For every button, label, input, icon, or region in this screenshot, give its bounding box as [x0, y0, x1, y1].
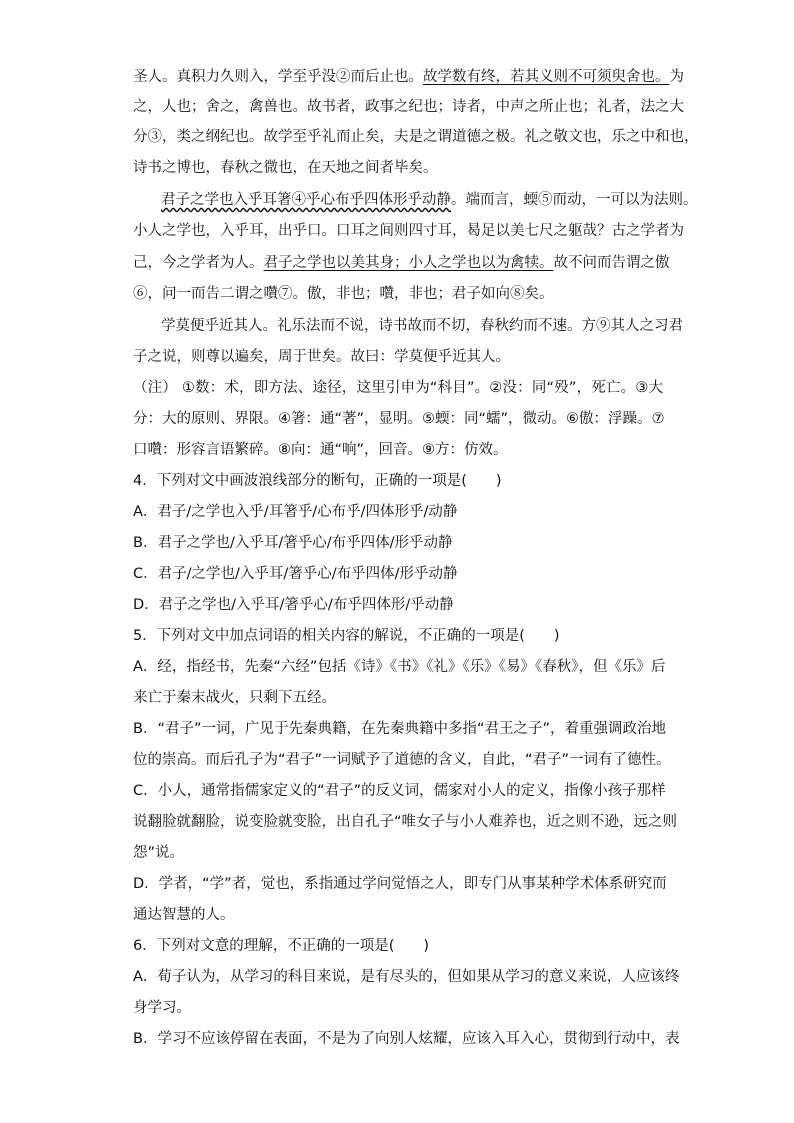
passage-text: 故不问而告谓之傲: [553, 255, 670, 271]
question-5-line: 位的崇高。而后孔子为“君子”一词赋予了道德的含义，自此，“君子”一词有了德性。: [133, 752, 671, 768]
question-5-line: 怨”说。: [133, 845, 185, 861]
passage-line: 学莫便乎近其人。礼乐法而不说，诗书故而不切，春秋约而不速。方⑨其人之习君: [161, 318, 683, 334]
question-5-line: 说翻脸就翻脸，说变脸就变脸，出自孔子“唯女子与小人难养也，近之则不逊，远之则: [133, 814, 678, 830]
question-4-stem: 4．下列对文中画波浪线部分的断句，正确的一项是( ): [133, 473, 502, 489]
notes-line: 分：大的原则、界限。④箸：通“著”，显明。⑤蝡：同“蠕”，微动。⑥傲：浮躁。⑦: [133, 411, 665, 427]
passage-text: 己，今之学者为人。: [133, 255, 264, 271]
question-4-option-c: C．君子/之学也/入乎耳/箸乎心/布乎四体/形乎动静: [133, 566, 458, 582]
question-6-line: B．学习不应该停留在表面，不是为了向别人炫耀，应该入耳入心，贯彻到行动中，表: [133, 1031, 680, 1047]
passage-text: 圣人。真积力久则入，学至乎没②而后止也。: [133, 69, 423, 85]
passage-line: 分③，类之纲纪也。故学至乎礼而止矣，夫是之谓道德之极。礼之敬文也，乐之中和也，: [133, 129, 699, 145]
passage-line: [161, 185, 698, 215]
question-5-line: 通达智慧的人。: [133, 907, 235, 923]
underlined-sentence: 君子之学也以美其身；小人之学也以为禽犊。: [263, 255, 554, 271]
passage-text: 。端而言，蝡⑤而动，一可以为法则。: [451, 192, 698, 208]
notes-line: （注） ①数：术，即方法、途径，这里引申为“科目”。②没：同“殁”，死亡。③大: [133, 380, 663, 396]
question-5-line: 来亡于秦末战火，只剩下五经。: [133, 690, 336, 706]
passage-text: 为: [669, 69, 684, 85]
question-4-option-a: A．君子/之学也入乎/耳箸乎/心布乎/四体形乎/动静: [133, 504, 458, 520]
question-5-stem: 5．下列对文中加点词语的相关内容的解说，不正确的一项是( ): [133, 628, 560, 644]
passage-line: 之，人也；舍之，禽兽也。故书者，政事之纪也；诗者，中声之所止也；礼者，法之大: [133, 99, 684, 115]
notes-line: 口囋：形容言语繁碎。⑧向：通“响”，回音。⑨方：仿效。: [133, 442, 508, 458]
question-5-line: D．学者，“学”者，觉也，系指通过学问觉悟之人，即专门从事某种学术体系研究而: [133, 876, 667, 892]
question-5-line: A．经，指经书，先秦“六经”包括《诗》《书》《礼》《乐》《易》《春秋》，但《乐》后: [133, 659, 666, 675]
question-5-line: C．小人，通常指儒家定义的“君子”的反义词，儒家对小人的定义，指像小孩子那样: [133, 783, 666, 799]
passage-line: 诗书之博也，春秋之微也，在天地之间者毕矣。: [133, 160, 438, 176]
question-5-line: B．“君子”一词，广见于先秦典籍，在先秦典籍中多指“君王之子”，着重强调政治地: [133, 721, 666, 737]
question-6-line: 身学习。: [133, 1000, 191, 1016]
passage-line: 小人之学也，入乎耳，出乎口。口耳之间则四寸耳，曷足以美七尺之躯哉？古之学者为: [133, 223, 684, 239]
question-6-line: A．荀子认为，从学习的科目来说，是有尽头的，但如果从学习的意义来说，人应该终: [133, 969, 680, 985]
question-6-stem: 6．下列对文意的理解，不正确的一项是( ): [133, 938, 430, 954]
passage-line: ⑥，问一而告二谓之囋⑦。傲，非也；囋，非也；君子如向⑧矣。: [133, 286, 554, 302]
question-4-option-d: D．君子之学也/入乎耳/箸乎心/布乎四体形/乎动静: [133, 597, 454, 613]
passage-line: [133, 248, 670, 278]
wavy-underlined-sentence: 君子之学也入乎耳箸④乎心布乎四体形乎动静: [161, 192, 451, 208]
underlined-sentence: 故学数有终，若其义则不可须臾舍也。: [423, 69, 670, 85]
passage-line: 子之说，则尊以遍矣，周于世矣。故曰：学莫便乎近其人。: [133, 349, 510, 365]
question-4-option-b: B．君子之学也/入乎耳/箸乎心/布乎四体/形乎动静: [133, 535, 453, 551]
passage-line: [133, 62, 684, 92]
